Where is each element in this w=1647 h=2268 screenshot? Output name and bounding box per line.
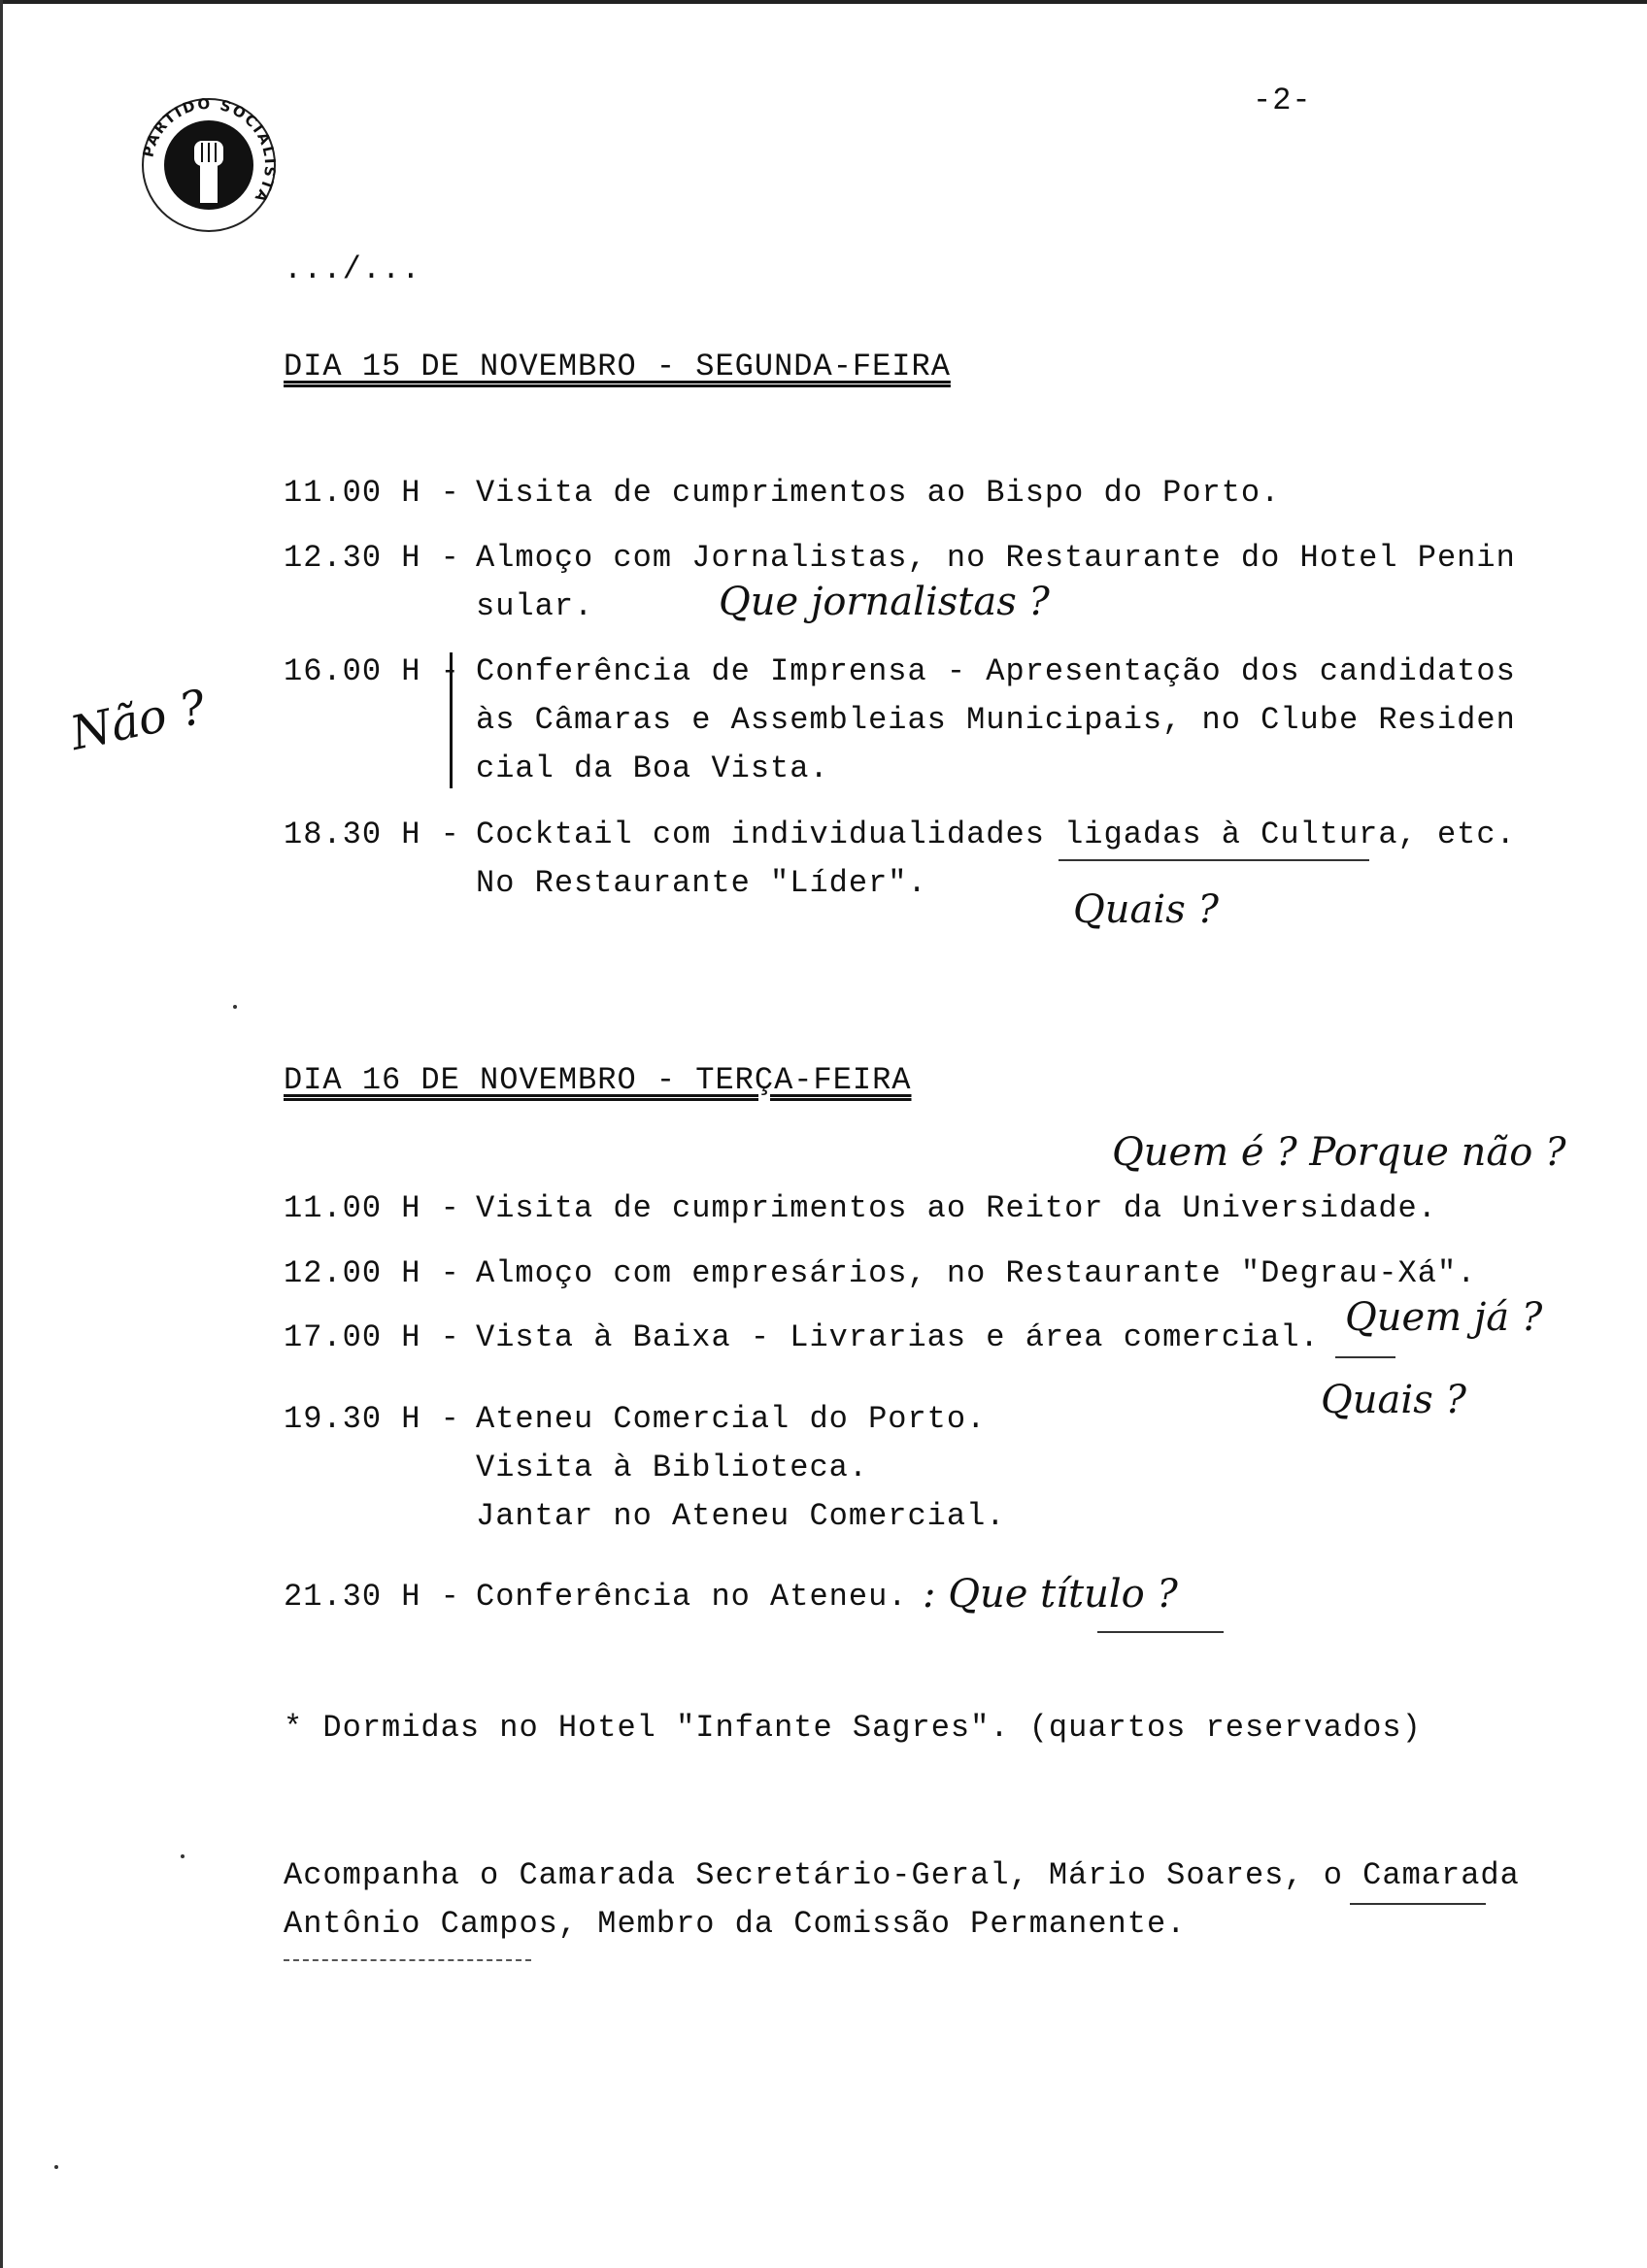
day2-item2-text: Almoço com empresários, no Restaurante "Degrau-Xá". xyxy=(476,1255,1477,1291)
day1-item4-time: 18.30 H - xyxy=(284,817,460,852)
stray-mark xyxy=(233,1005,237,1009)
day1-item2-time: 12.30 H - xyxy=(284,540,460,576)
page-number: -2- xyxy=(1253,83,1312,118)
day2-item5-time: 21.30 H - xyxy=(284,1579,460,1615)
handwritten-note: : Que título ? xyxy=(923,1572,1178,1617)
closing-line2: Antônio Campos, Membro da Comissão Permanente. xyxy=(284,1906,1187,1942)
day2-item4-text-cont2: Jantar no Ateneu Comercial. xyxy=(476,1498,1006,1534)
day1-item3-text: Conferência de Imprensa - Apresentação dos candidatos xyxy=(476,653,1516,689)
handwritten-note: Que jornalistas ? xyxy=(719,580,1050,624)
day1-item3-text-cont2: cial da Boa Vista. xyxy=(476,750,829,786)
day2-item2-time: 12.00 H - xyxy=(284,1255,460,1291)
day1-item2-text-cont: sular. xyxy=(476,588,594,624)
page-edge-top xyxy=(0,0,1647,4)
day2-item4-text: Ateneu Comercial do Porto. xyxy=(476,1401,987,1437)
logo-text: PARTIDO SOCIALISTA xyxy=(139,94,280,207)
day2-item3-time: 17.00 H - xyxy=(284,1319,460,1355)
pen-underline xyxy=(1059,859,1369,861)
pen-underline xyxy=(1350,1903,1486,1905)
day1-item4-text-cont: No Restaurante "Líder". xyxy=(476,865,927,901)
day2-item4-time: 19.30 H - xyxy=(284,1401,460,1437)
day1-item3-time: 16.00 H - xyxy=(284,653,460,689)
pen-underline xyxy=(1335,1356,1395,1358)
handwritten-note: Quem é ? Porque não ? xyxy=(1112,1130,1566,1175)
day1-item4-text: Cocktail com individualidades ligadas à Cultura, etc. xyxy=(476,817,1516,852)
day1-heading: DIA 15 DE NOVEMBRO - SEGUNDA-FEIRA xyxy=(284,349,951,384)
day2-item1-time: 11.00 H - xyxy=(284,1190,460,1226)
day1-item3-text-cont1: às Câmaras e Assembleias Municipais, no Clube Residen xyxy=(476,702,1516,738)
day1-item1-text: Visita de cumprimentos ao Bispo do Porto. xyxy=(476,475,1281,511)
day2-item5-text: Conferência no Ateneu. xyxy=(476,1579,908,1615)
handwritten-note: Quem já ? xyxy=(1345,1295,1543,1340)
margin-bracket xyxy=(450,652,453,788)
handwritten-note: Quais ? xyxy=(1073,887,1219,932)
stray-mark xyxy=(54,2165,58,2169)
stray-mark xyxy=(181,1854,185,1858)
day2-item1-text: Visita de cumprimentos ao Reitor da Universidade. xyxy=(476,1190,1437,1226)
closing-line1: Acompanha o Camarada Secretário-Geral, Mário Soares, o Camarada xyxy=(284,1857,1520,1893)
lodging-note: * Dormidas no Hotel "Infante Sagres". (quartos reservados) xyxy=(284,1710,1422,1746)
page-edge-left xyxy=(0,0,3,2268)
continuation-mark: .../... xyxy=(284,251,421,287)
day2-item4-text-cont1: Visita à Biblioteca. xyxy=(476,1450,869,1485)
handwritten-note: Quais ? xyxy=(1321,1378,1466,1422)
day2-item3-text: Vista à Baixa - Livrarias e área comercial. xyxy=(476,1319,1320,1355)
day1-item2-text: Almoço com Jornalistas, no Restaurante do Hotel Penin xyxy=(476,540,1516,576)
pen-wavy-underline xyxy=(284,1959,531,1961)
pen-underline xyxy=(1097,1631,1224,1633)
day1-item1-time: 11.00 H - xyxy=(284,475,460,511)
day2-heading: DIA 16 DE NOVEMBRO - TERÇA-FEIRA xyxy=(284,1062,912,1098)
party-logo xyxy=(136,92,282,238)
handwritten-note: Não ? xyxy=(65,680,211,761)
